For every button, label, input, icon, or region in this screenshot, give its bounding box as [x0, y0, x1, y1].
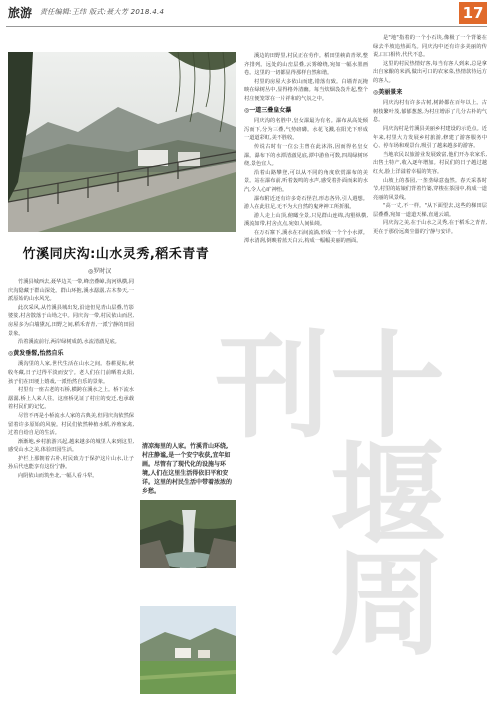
paragraph: 渐渐地,乡村旅游兴起,越来越多的城里人来到这里,感受山水之美,体验田园生活。: [8, 438, 134, 454]
paragraph: 溪沟里的人家,世代生活在山水之间。春耕夏耘,秋收冬藏,日子过得平淡而安宁。老人们在门前晒着太阳,孩子们在田埂上嬉戏,一派怡然自乐的景象。: [8, 361, 134, 385]
top-photo: [8, 52, 236, 232]
paragraph: 此次采风,从竹溪县城出发,沿途但见青山层叠,竹影婆娑,村舍散落于山坳之中。同庆沟一带,村民依山而居,房屋多为白墙黛瓦,田野之间,稻禾青青,一派宁静的田园景象。: [8, 304, 134, 337]
paragraph: 向阴依山而筑坐北,一幅人看斗犁。: [18, 473, 98, 480]
paragraph: 当地农民以旅游业发展致富,他们开办农家乐,出售土特产,收入逐年增加。村民们的日子越过越红火,脸上洋溢着幸福的笑容。: [373, 151, 487, 175]
paragraph: 传说古时有一位公主曾在此沐浴,因而得名皇女瀑。瀑布下的水潭清澈见底,潭中游鱼可数,四周绿树环绕,景色宜人。: [244, 143, 368, 168]
editor-meta: 责任编辑:王纬 版式:聂大芳 2018.4.4: [40, 8, 165, 16]
page-number: 17: [459, 2, 487, 24]
paragraph: 尽管不再是小桥流水人家的古典美,但同庆沟依然保留着许多原始的风貌。村民们依然种植水稻,养殖家禽,过着自给自足的生活。: [8, 412, 134, 437]
paragraph: 沿着溪流前行,两岸绿树成荫,水流清澈见底。: [18, 339, 120, 346]
paragraph: 同庆沟村是竹溪县美丽乡村建设的示范点。近年来,村里大力发展乡村旅游,修建了游客服务中心、停车场和观景台,吸引了越来越多的游客。: [373, 125, 487, 150]
paragraph: 同庆沟之美,在于山水之灵秀,在于稻禾之青青,更在于那份远离尘嚣的宁静与安详。: [373, 220, 487, 236]
subheading: ◎一道三叠皇女瀑: [244, 106, 292, 114]
paragraph: "高一丈,不一样。"从下面望去,这些的梯田层层叠叠,宛如一道道天梯,直通云端。: [373, 203, 487, 218]
paragraph: 同庆沟村有许多古树,树龄都在百年以上。古树枝繁叶茂,郁郁葱葱,为村庄增添了几分古朴的气息。: [373, 100, 487, 124]
paragraph: 同庆沟的名胜中,皇女瀑最为有名。瀑布从高处倾泻而下,分为三叠,气势磅礴。水花飞溅,在阳光下形成一道道彩虹,美不胜收。: [244, 118, 368, 142]
paragraph: 山坡上的茶园,一垄垄绿意盎然。春天采茶时节,村里的姑娘们背着竹篓,穿梭在茶园中,构成一道亮丽的风景线。: [373, 177, 487, 201]
paragraph: 村里有一座古老的石桥,横跨在溪水之上。桥下流水潺潺,桥上人来人往。这座桥见证了村庄的变迁,也承载着村民们的记忆。: [8, 387, 134, 411]
section-name: 旅游: [8, 6, 33, 20]
paragraph: 村里的房屋大多依山而建,错落有致。白墙青瓦掩映在绿树丛中,显得格外清幽。每当炊烟袅袅升起,整个村庄便笼罩在一片祥和的气氛之中。: [244, 78, 368, 102]
paragraph: 这里的村民热情好客,每当有客人到来,总是拿出自家酿的米酒,做出可口的农家菜,热情款待远方的客人。: [373, 60, 487, 84]
paragraph: 溪边的田野里,村民正在劳作。稻田里秧苗青翠,整齐排列。远处的山峦层叠,云雾缭绕,宛如一幅水墨画卷。这里的一切都显得那样自然和谐。: [244, 53, 368, 77]
column-1: [8, 278, 134, 692]
paragraph: 是"地"指着的一个小石块,像极了一个背篓在绿去半坡追热面鸟。同庆沟中还有许多美丽的传说,口口相传,代代不息。: [373, 35, 487, 59]
subheading: ◎黄发垂髫,怡然自乐: [8, 349, 64, 357]
paragraph: 瀑布附近还有许多奇石怪岩,形态各异,引人遐想。游人在此驻足,无不为大自然的鬼斧神工所折服。: [244, 195, 368, 211]
pull-quote: 清凉海里的人家。竹溪青山环绕,村庄静谧,是一个安宁收获,宜年如画。尽管有了现代化的设施与环境,人们在这里生活得依旧平和安详。这里的村民生活中带着浓浓的乡愁。: [142, 443, 233, 495]
paragraph: 游人走上山顶,俯瞰全景,只见群山连绵,沟壑纵横,溪流如带,村舍点点,宛如人间仙境。: [244, 212, 368, 228]
page-header: [0, 0, 493, 22]
paragraph: 竹溪县城西去,聂华边关一带,峰峦叠嶂,沟河纵横,同庆沟隐藏于群山深处。群山环抱,溪水潺潺,古木参天,一派原始的山水风光。: [8, 279, 134, 303]
header-rule: [6, 26, 487, 27]
paragraph: 护栏上那朝着古朴,村民致力于保护这片山水,让子孙后代也能享有这份宁静。: [8, 455, 134, 471]
paragraph: 在万石寨下,溪水在石间流淌,形成一个个小水潭。潭水清冽,倒映着蓝天白云,构成一幅幅美丽的画面。: [244, 229, 368, 245]
watermark: 十堰周刊: [195, 325, 445, 652]
subheading: ◎美丽景来: [373, 88, 403, 96]
article-title: 竹溪同庆沟:山水灵秀,稻禾青青: [22, 247, 210, 262]
paragraph: 沿着山路攀登,可以从不同的角度欣赏瀑布的美景。站在瀑布前,听着轰鸣的水声,感受着扑面而来的水汽,令人心旷神怡。: [244, 169, 368, 193]
byline: ◎罗时汉: [88, 268, 112, 275]
